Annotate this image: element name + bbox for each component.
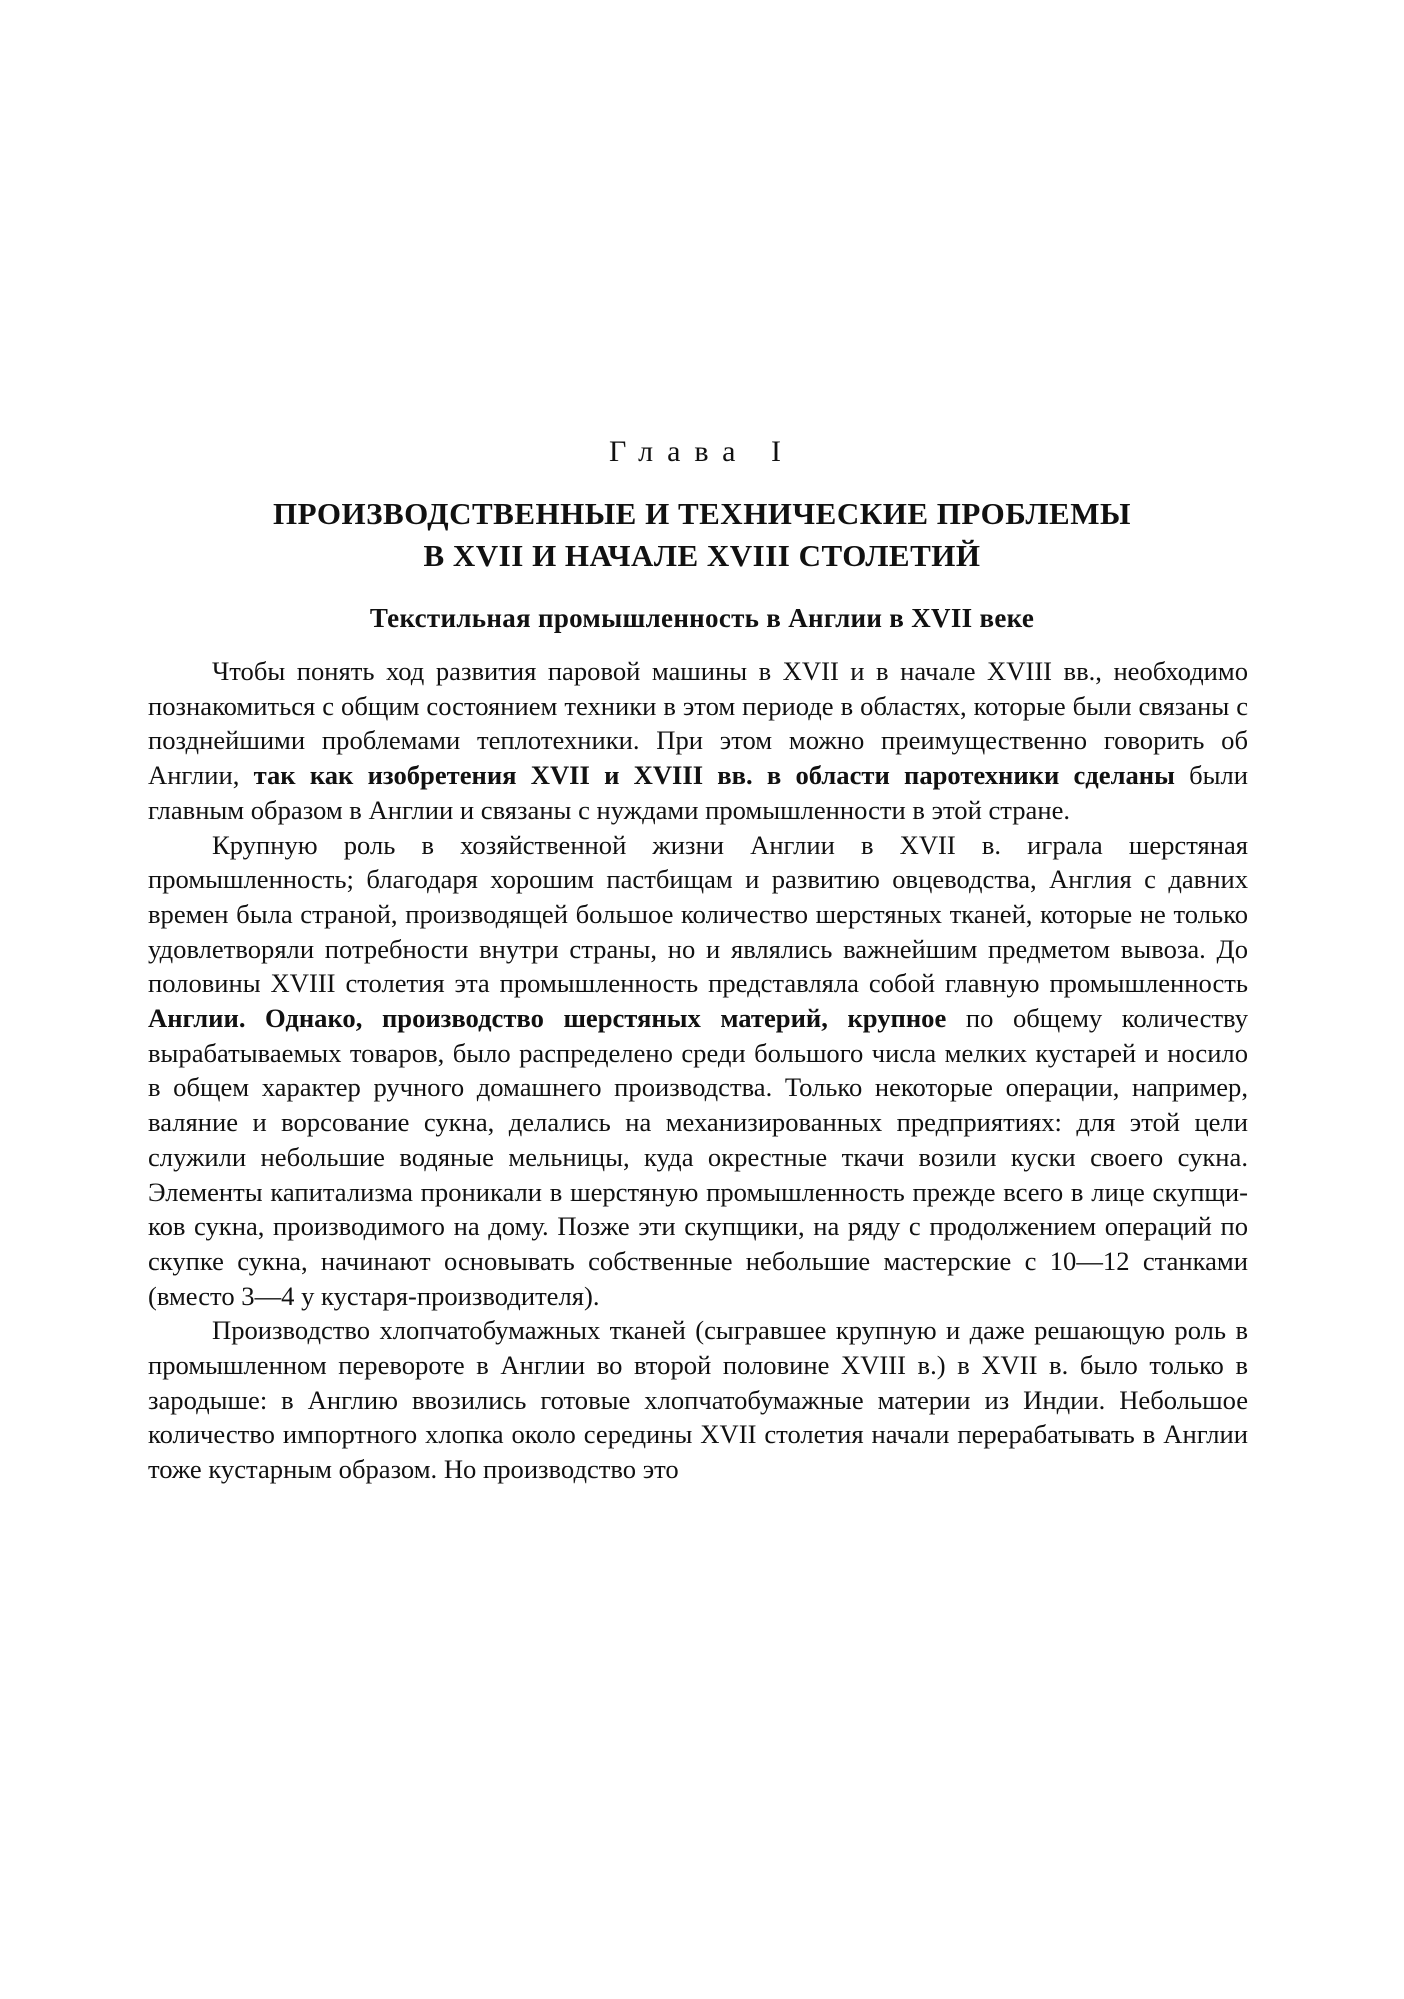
body-text (148, 654, 1248, 1487)
paragraph-text: Крупную роль в хозяйственной жизни Англии в XVII в. играла шерстяная промышленность; благодаря хорошим пастбищам и развитию овцеводства, Англия с давних времен была страной, производящей большое количество шерстяных тканей, которые не только удовлетворяли потребности внутри страны, но и являлись важнейшим предметом вывоза. До половины XVIII столетия эта промышленность представляла собой главную промышленность (148, 829, 1248, 999)
paragraph (148, 654, 1248, 828)
paragraph-text: Чтобы понять ход развития паровой машины в XVII и в начале XVIII вв., необходимо познакомиться с общим состоянием техники в этом периоде в областях, которые были связаны с позднейшими проблемами теплотехники. При этом можно преимущественно говорить об Англии, (148, 656, 1248, 791)
chapter-title-line: ПРОИЗВОДСТВЕННЫЕ И ТЕХНИЧЕСКИЕ ПРОБЛЕМЫ (273, 496, 1131, 531)
paragraph-text-bold: Англии. Однако, производство шерстяных материй, крупное (148, 1003, 947, 1034)
chapter-title-line: В XVII И НАЧАЛЕ XVIII СТОЛЕТИЙ (423, 538, 981, 573)
paragraph-text: были главным образом в Англии и связаны с нуждами промышленности в этой стране. (148, 760, 1248, 825)
paragraph (148, 828, 1248, 1314)
paragraph-text: Производство хлопчатобумажных тканей (сыгравшее крупную и даже решающую роль в промышленном перевороте в Англии во второй половине XVIII в.) в XVII в. было только в зародыше: в Англию ввозились готовые хлопчатобумажные материи из Индии. Небольшое количество импортного хлопка около середины XVII столетия начали перерабатывать в Англии тоже кустарным образом. Но производство это (148, 1315, 1248, 1485)
paragraph-text-bold: так как изобретения XVII и XVIII вв. в области паротехники сделаны (253, 760, 1175, 791)
chapter-label: Глава I (609, 435, 795, 468)
paragraph-text: по общему количеству вырабатываемых товаров, было распределено среди большого числа мелких кустарей и носило в общем характер ручного домашнего производства. Только некоторые операции, например, валяние и ворсование сукна, делались на механизированных предприятиях: для этой цели служили небольшие водяные мельницы, куда окрестные ткачи возили куски своего сукна. Элементы капитализма проникали в шерстяную промышленность прежде всего в лице скупщиков сукна, производимого на дому. Позже эти скупщики, на ряду с продолжением операций по скупке сукна, начинают основывать собственные небольшие мастерские с 10—12 станками (вместо 3—4 у кустаря-производителя). (148, 1003, 1249, 1311)
paragraph (148, 1313, 1248, 1487)
chapter-title (0, 493, 1404, 577)
section-title: Текстильная промышленность в Англии в XVII веке (369, 603, 1035, 633)
